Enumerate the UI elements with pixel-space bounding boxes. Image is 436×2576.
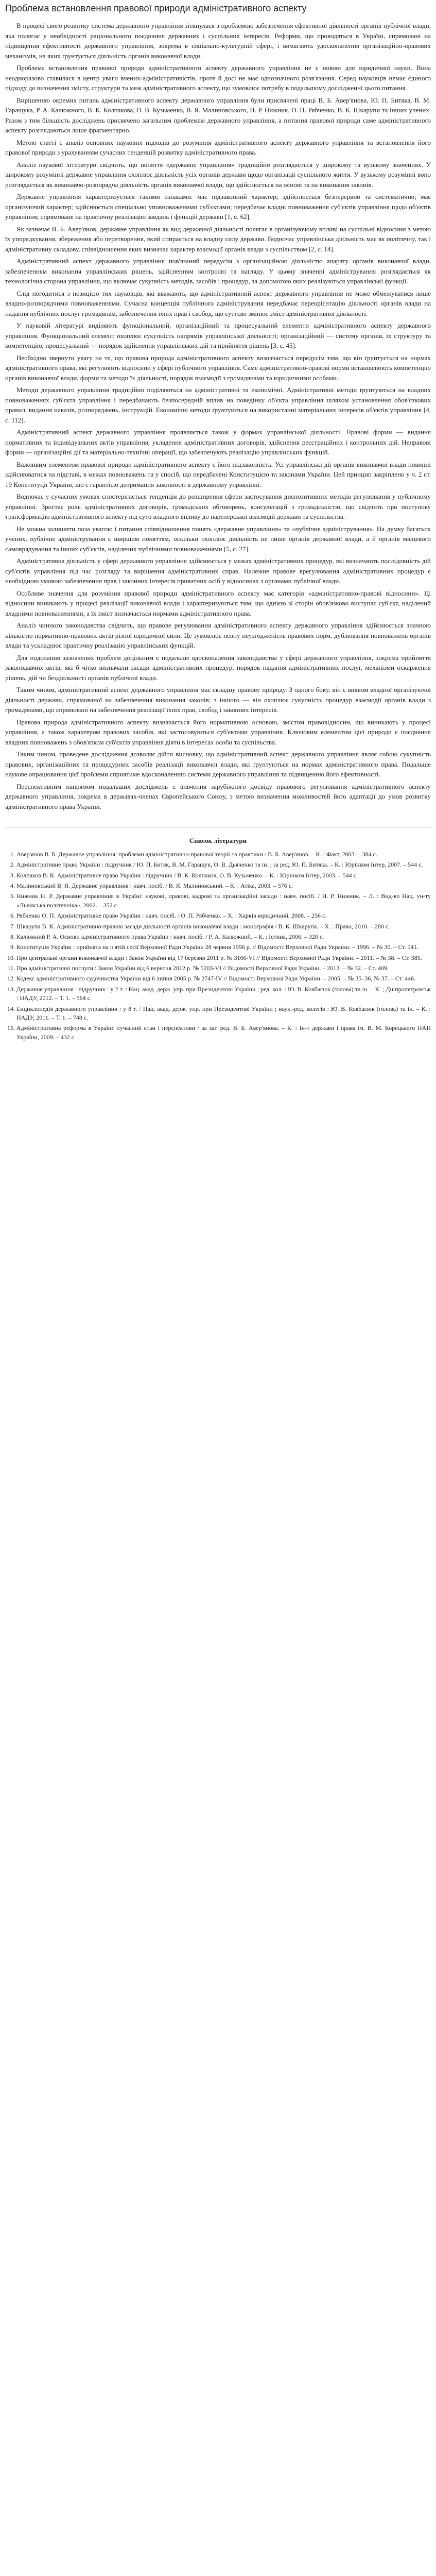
body-paragraph: Перспективним напрямом подальших досліджень є вивчення зарубіжного досвіду правового регулювання адміністративного аспекту державного управління, зокрема в державах-членах Європейського Союзу, з метою визначення можливостей його адаптації до умов розвитку адміністративного права України. xyxy=(5,782,431,810)
reference-item: 11. Про адміністративні послуги : Закон України від 6 вересня 2012 р. № 5203-VI // Відомості Верховної Ради України. – 2013. – № 32. – Ст. 409. xyxy=(16,964,431,973)
body-paragraph: Правова природа адміністративного аспекту визначається його нормативною основою, змістом правовідносин, що виникають у процесі управління, а також характером правових засобів, які застосовуються суб'єктами управління. Ключовим елементом цієї природи є поєднання владних повноважень з обов'язком суб'єктів управління діяти в інтересах особи та суспільства. xyxy=(5,718,431,746)
body-paragraph: Проблема встановлення правової природи адміністративного аспекту державного управління не є новою для юридичної науки. Вона неодноразово ставилася в центр уваги вчених-адміністративістів, проте й досі не має однозначного розв'язання. Серед науковців немає єдиного підходу до визначення змісту, структури та меж адміністративного аспекту, що зумовлює потребу в подальшому дослідженні цього питання. xyxy=(5,64,431,92)
reference-item: 13. Державне управління : підручник : у 2 т. / Нац. акад. держ. упр. при Президентові України ; ред. кол. : Ю. В. Ковбасюк (голова) та ін. – К. ; Дніпропетровськ : НАДУ, 2012. – Т. 1. – 564 с. xyxy=(16,985,431,1003)
body-paragraph: Для подолання зазначених проблем доцільним є подальше вдосконалення законодавства у сфері державного управління, зокрема прийняття законодавчих актів, які б чітко визначали засади адміністративних процедур, порядок надання адміністративних послуг, механізми оскарження рішень, дій чи бездіяльності органів публічної влади. xyxy=(5,653,431,682)
body-paragraph: Водночас у сучасних умовах спостерігається тенденція до розширення сфери застосування диспозитивних методів регулювання у публічному управлінні. Зростає роль адміністративних договорів, громадських обговорень, консультацій з громадськістю, що свідчить про поступову трансформацію адміністративного аспекту від суто владного впливу до партнерської взаємодії держави та суспільства. xyxy=(5,493,431,521)
reference-item: 6. Рябченко О. П. Адміністративне право України : навч. посіб. / О. П. Рябченко. – Х. : Харків юридичний, 2008. – 256 с. xyxy=(16,911,431,920)
body-paragraph: Метою статті є аналіз основних наукових підходів до розуміння адміністративного аспекту державного управління та встановлення його правової природи з урахуванням сучасних тенденцій розвитку адміністративного права. xyxy=(5,138,431,157)
reference-item: 8. Калюжний Р. А. Основи адміністративного права України : навч. посіб. / Р. А. Калюжний. – К. : Істина, 2006. – 320 с. xyxy=(16,933,431,941)
body-paragraph: Адміністративний аспект державного управління проявляється також у формах управлінської діяльності. Правові форми — видання нормативних та індивідуальних актів управління, укладення адміністративних договорів, здійснення реєстраційних і контрольних дій. Неправові форми — організаційні дії та матеріально-технічні операції, що забезпечують реалізацію управлінських функцій. xyxy=(5,428,431,456)
body-paragraph: Адміністративний аспект державного управління пов'язаний передусім з організаційною діяльністю апарату органів виконавчої влади, забезпеченням виконання управлінських рішень, здійсненням контролю та нагляду. У цьому значенні адміністрування розглядається як технологічна сторона управління, що включає сукупність методів, засобів і процедур, за допомогою яких реалізуються управлінські функції. xyxy=(5,257,431,285)
body-paragraph: Таким чином, адміністративний аспект державного управління має складну правову природу. З одного боку, він є виявом владної організуючої діяльності держави, спрямованої на забезпечення виконання законів; з іншого — він охоплює сукупність процедур взаємодії органів влади з громадянами, що спрямовані на забезпечення реалізації їхніх прав, свобод і законних інтересів. xyxy=(5,686,431,714)
body-paragraph: Важливим елементом правової природи адміністративного аспекту є його підзаконність. Усі управлінські дії органів виконавчої влади повинні здійснюватися на підставі, в межах повноважень та у спосіб, що передбачені Конституцією та законами України. Цей принцип закріплено у ч. 2 ст. 19 Конституції України, що є гарантією дотримання законності в державному управлінні. xyxy=(5,460,431,488)
article-page xyxy=(5,2,431,1042)
article-title: Проблема встановлення правової природи адміністративного аспекту xyxy=(5,3,307,13)
references-title: Список літератури xyxy=(189,837,247,845)
reference-item: 7. Шкарупа В. К. Адміністративно-правові засади діяльності органів виконавчої влади : монографія / В. К. Шкарупа. – Х. : Право, 2010. – 280 с. xyxy=(16,922,431,931)
body-paragraph: Аналіз наукової літератури свідчить, що поняття «державне управління» традиційно розглядається у широкому та вузькому значеннях. У широкому розумінні державне управління охоплює діяльність усіх органів держави щодо організації суспільного життя. У вузькому розумінні воно розглядається як виконавчо-розпорядча діяльність органів виконавчої влади, що здійснюється на основі та на виконання законів. xyxy=(5,160,431,189)
body-paragraph: Адміністративна діяльність у сфері державного управління здійснюється у межах адміністративних процедур, які визначають послідовність дій суб'єктів управління під час розгляду та вирішення адміністративних справ. Належне правове врегулювання адміністративних процедур є необхідною умовою забезпечення прав і законних інтересів приватних осіб у відносинах з органами публічної влади. xyxy=(5,557,431,585)
article-body xyxy=(5,21,431,811)
body-paragraph: Аналіз чинного законодавства свідчить, що правове регулювання адміністративного аспекту державного управління здійснюється значною кількістю нормативно-правових актів різної юридичної сили. Це зумовлює певну неузгодженість правових норм, дублювання повноважень органів влади та ускладнює практичну реалізацію управлінських функцій. xyxy=(5,621,431,650)
body-paragraph: Особливе значення для розуміння правової природи адміністративного аспекту має категорія «адміністративно-правові відносини». Ці відносини виникають у процесі реалізації виконавчої влади і характеризуються тим, що однією зі сторін обов'язково виступає суб'єкт, наділений владними повноваженнями, а їх зміст визначається нормами адміністративного права. xyxy=(5,589,431,617)
reference-item: 12. Кодекс адміністративного судочинства України від 6 липня 2005 р. № 2747-IV // Відомості Верховної Ради України. – 2005. – № 35–36, № 37. – Ст. 446. xyxy=(16,974,431,983)
body-paragraph: Необхідно звернути увагу на те, що правова природа адміністративного аспекту визначається передусім тим, що він ґрунтується на нормах адміністративного права, які регулюють відносини у сфері публічного управління. Саме адміністративно-правові норми встановлюють компетенцію органів виконавчої влади, форми та методи їх діяльності, порядок взаємодії з громадянами та юридичними особами. xyxy=(5,353,431,382)
body-paragraph: Державне управління характеризується такими ознаками: має підзаконний характер; здійснюється безперервно та систематично; має організуючий характер; здійснюється спеціально уповноваженими суб'єктами; передбачає владні повноваження суб'єктів управління щодо об'єктів управління; спрямоване на практичну реалізацію завдань і функцій держави [1, с. 62]. xyxy=(5,193,431,221)
reference-item: 4. Малиновський В. Я. Державне управління : навч. посіб. / В. Я. Малиновський. – К. : Атіка, 2003. – 576 с. xyxy=(16,882,431,890)
reference-item: 9. Конституція України : прийнята на п'ятій сесії Верховної Ради України 28 червня 1996 р. // Відомості Верховної Ради України. – 1996. – № 30. – Ст. 141. xyxy=(16,943,431,952)
reference-item: 14. Енциклопедія державного управління : у 8 т. / Нац. акад. держ. упр. при Президентові України ; наук.-ред. колегія : Ю. В. Ковбасюк (голова) та ін. – К. : НАДУ, 2011. – Т. 1. – 748 с. xyxy=(16,1005,431,1023)
body-paragraph: Як зазначає В. Б. Авер'янов, державне управління як вид державної діяльності полягає в організуючому впливі на суспільні відносини з метою їх упорядкування, збереження або перетворення, який спирається на владну силу держави. Водночас управлінська діяльність має як політичну, так і адміністративну складову, співвідношення яких визначає характер взаємодії органів влади з суспільством [2, с. 14]. xyxy=(5,225,431,253)
body-paragraph: Вирішенню окремих питань адміністративного аспекту державного управління були присвячені праці В. Б. Авер'янова, Ю. П. Битяка, В. М. Гаращука, Р. А. Калюжного, В. К. Колпакова, О. В. Кузьменко, В. Я. Малиновського, Н. Р. Нижник, О. П. Рябченко, В. К. Шкарупи та інших учених. Разом з тим більшість досліджень присвячено загальним проблемам державного управління, а питання правової природи саме адміністративного аспекту розглядаються лише фрагментарно. xyxy=(5,96,431,134)
reference-item: 3. Колпаков В. К. Адміністративне право України : підручник / В. К. Колпаков, О. В. Кузьменко. – К. : Юрінком Інтер, 2003. – 544 с. xyxy=(16,871,431,880)
references-list xyxy=(5,850,431,1042)
body-paragraph: Слід погодитися з позицією тих науковців, які вважають, що адміністративний аспект державного управління не може обмежуватися лише владно-розпорядчими повноваженнями. Сучасна концепція публічного адміністрування передбачає переорієнтацію діяльності органів влади на надання публічних послуг громадянам, забезпечення їхніх прав і свобод, що суттєво змінює зміст адміністративної діяльності. xyxy=(5,289,431,317)
body-paragraph: Методи державного управління традиційно поділяються на адміністративні та економічні. Адміністративні методи ґрунтуються на владних повноваженнях суб'єкта управління і передбачають безпосередній вплив на поведінку об'єкта управління шляхом установлення обов'язкових правил, видання наказів, розпоряджень, інструкцій. Економічні методи ґрунтуються на використанні матеріальних інтересів об'єктів управління [4, с. 112]. xyxy=(5,386,431,424)
body-paragraph: У науковій літературі виділяють функціональний, організаційний та процесуальний елементи адміністративного аспекту державного управління. Функціональний елемент охоплює сукупність напрямів управлінської діяльності; організаційний — систему органів, їх структуру та компетенцію; процесуальний — порядок здійснення управлінських дій та прийняття рішень [3, с. 45]. xyxy=(5,321,431,350)
reference-item: 5. Нижник Н. Р. Державне управління в Україні: наукові, правові, кадрові та організаційні засади : навч. посіб. / Н. Р. Нижник. – Л. : Вид-во Нац. ун-ту «Львівська політехніка», 2002. – 352 с. xyxy=(16,892,431,910)
body-paragraph: Не можна залишити поза увагою і питання співвідношення понять «державне управління» та «публічне адміністрування». На думку багатьох учених, публічне адміністрування є ширшим поняттям, оскільки охоплює діяльність не лише органів державної влади, а й органів місцевого самоврядування та інших суб'єктів, наділених публічними повноваженнями [5, с. 27]. xyxy=(5,524,431,553)
body-paragraph: Таким чином, проведене дослідження дозволяє дійти висновку, що адміністративний аспект державного управління являє собою сукупність правових, організаційних та процедурних засобів реалізації виконавчої влади, які ґрунтуються на нормах адміністративного права. Подальше наукове опрацювання цієї проблеми сприятиме вдосконаленню системи державного управління та підвищенню його ефективності. xyxy=(5,750,431,778)
reference-item: 1. Авер'янов В. Б. Державне управління: проблеми адміністративно-правової теорії та практики / В. Б. Авер'янов. – К. : Факт, 2003. – 384 с. xyxy=(16,850,431,859)
reference-item: 15. Адміністративна реформа в Україні: сучасний стан і перспективи / за заг. ред. В. Б. Авер'янова. – К. : Ін-т держави і права ім. В. М. Корецького НАН України, 2009. – 432 с. xyxy=(16,1024,431,1042)
reference-item: 2. Адміністративне право України : підручник / Ю. П. Битяк, В. М. Гаращук, О. В. Дьяченко та ін. ; за ред. Ю. П. Битяка. – К. : Юрінком Інтер, 2007. – 544 с. xyxy=(16,860,431,869)
body-paragraph: В процесі свого розвитку система державного управління зіткнулася з проблемою забезпечення ефективної діяльності органів публічної влади, яка полягає у необхідності раціонального поєднання державних і суспільних інтересів. Реформи, що проводяться в Україні, спрямовані на підвищення ефективності державного управління, зокрема в соціально-культурній сфері, і вимагають удосконалення організаційно-правових механізмів, на яких ґрунтується діяльність органів виконавчої влади. xyxy=(5,22,431,60)
reference-item: 10. Про центральні органи виконавчої влади : Закон України від 17 березня 2011 р. № 3166-VI // Відомості Верховної Ради України. – 2011. – № 38. – Ст. 385. xyxy=(16,954,431,962)
